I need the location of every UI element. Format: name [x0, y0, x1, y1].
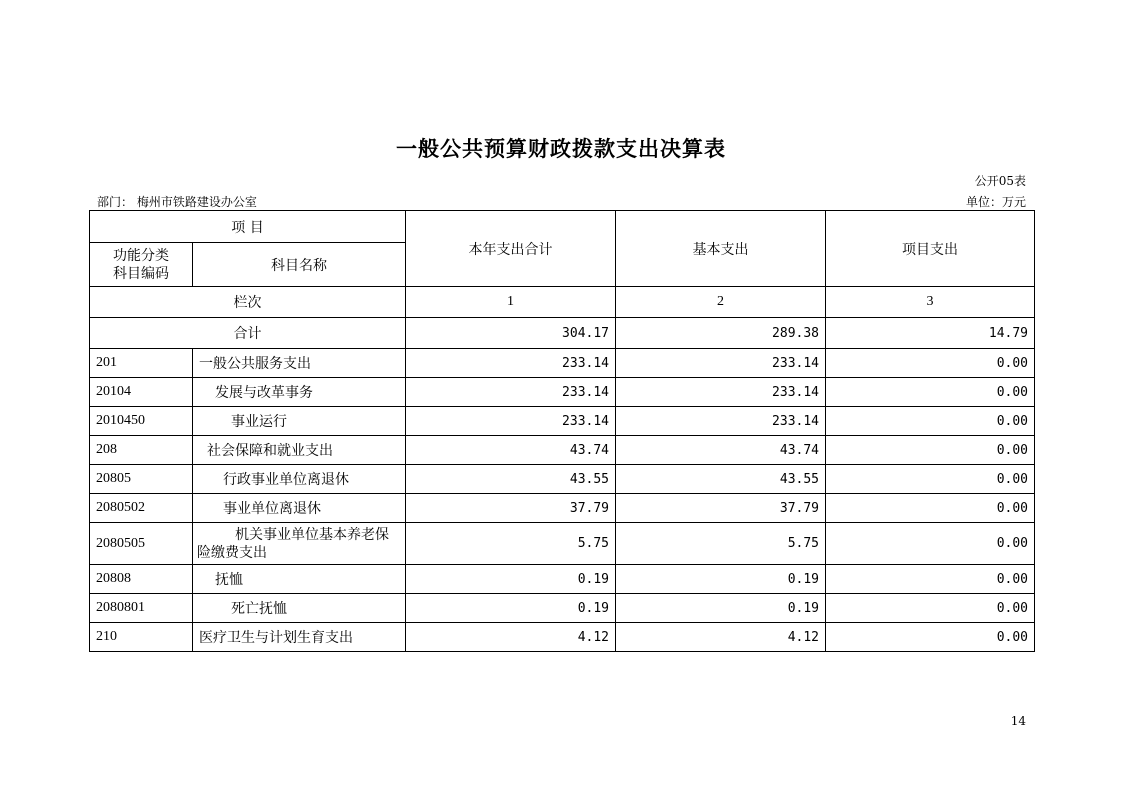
row-basic: 233.14	[616, 349, 826, 378]
page-number: 14	[1010, 714, 1026, 728]
row-total: 37.79	[406, 494, 616, 523]
unit-label: 单位：万元	[965, 195, 1026, 209]
row-name: 机关事业单位基本养老保险缴费支出	[193, 523, 406, 565]
row-name: 一般公共服务支出	[193, 349, 406, 378]
row-total: 5.75	[406, 523, 616, 565]
row-code: 2080502	[90, 494, 193, 523]
expenditure-table	[89, 210, 1035, 652]
row-project: 0.00	[826, 349, 1035, 378]
table-row	[90, 565, 1035, 594]
total-row-total: 304.17	[406, 318, 616, 349]
row-basic: 37.79	[616, 494, 826, 523]
header-project: 项 目	[90, 211, 406, 243]
header-func-code: 功能分类 科目编码	[90, 243, 193, 287]
row-code: 2080505	[90, 523, 193, 565]
row-code: 208	[90, 436, 193, 465]
row-code: 210	[90, 623, 193, 652]
row-total: 0.19	[406, 594, 616, 623]
table-row	[90, 494, 1035, 523]
row-total: 4.12	[406, 623, 616, 652]
row-project: 0.00	[826, 378, 1035, 407]
row-name: 抚恤	[193, 565, 406, 594]
row-project: 0.00	[826, 465, 1035, 494]
row-name: 发展与改革事务	[193, 378, 406, 407]
row-name: 医疗卫生与计划生育支出	[193, 623, 406, 652]
row-basic: 43.55	[616, 465, 826, 494]
row-basic: 0.19	[616, 594, 826, 623]
table-row	[90, 378, 1035, 407]
row-project: 0.00	[826, 436, 1035, 465]
column-index-2: 2	[616, 287, 826, 318]
row-code: 20104	[90, 378, 193, 407]
row-project: 0.00	[826, 565, 1035, 594]
row-total: 233.14	[406, 349, 616, 378]
row-project: 0.00	[826, 623, 1035, 652]
table-row	[90, 523, 1035, 565]
column-index-3: 3	[826, 287, 1035, 318]
table-row	[90, 407, 1035, 436]
header-total: 本年支出合计	[406, 211, 616, 287]
total-row-basic: 289.38	[616, 318, 826, 349]
total-row-label: 合计	[90, 318, 406, 349]
row-total: 43.55	[406, 465, 616, 494]
row-total: 43.74	[406, 436, 616, 465]
row-basic: 4.12	[616, 623, 826, 652]
page-title: 一般公共预算财政拨款支出决算表	[396, 136, 726, 161]
row-name: 事业运行	[193, 407, 406, 436]
row-project: 0.00	[826, 594, 1035, 623]
row-basic: 5.75	[616, 523, 826, 565]
table-row	[90, 436, 1035, 465]
row-name: 死亡抚恤	[193, 594, 406, 623]
header-project-expense: 项目支出	[826, 211, 1035, 287]
table-row	[90, 623, 1035, 652]
table-row	[90, 349, 1035, 378]
department-label: 部门： 梅州市铁路建设办公室	[97, 195, 257, 209]
row-project: 0.00	[826, 407, 1035, 436]
header-basic: 基本支出	[616, 211, 826, 287]
column-index-1: 1	[406, 287, 616, 318]
row-total: 233.14	[406, 378, 616, 407]
row-project: 0.00	[826, 523, 1035, 565]
row-basic: 233.14	[616, 407, 826, 436]
table-row	[90, 594, 1035, 623]
row-total: 233.14	[406, 407, 616, 436]
row-name: 事业单位离退休	[193, 494, 406, 523]
row-basic: 43.74	[616, 436, 826, 465]
row-code: 20805	[90, 465, 193, 494]
row-name: 社会保障和就业支出	[193, 436, 406, 465]
total-row-project: 14.79	[826, 318, 1035, 349]
row-total: 0.19	[406, 565, 616, 594]
row-code: 20808	[90, 565, 193, 594]
row-code: 2010450	[90, 407, 193, 436]
row-basic: 0.19	[616, 565, 826, 594]
row-basic: 233.14	[616, 378, 826, 407]
row-project: 0.00	[826, 494, 1035, 523]
header-subject-name: 科目名称	[193, 243, 406, 287]
column-index-label: 栏次	[90, 287, 406, 318]
form-number: 公开05表	[974, 174, 1026, 188]
table-row	[90, 465, 1035, 494]
row-code: 2080801	[90, 594, 193, 623]
row-code: 201	[90, 349, 193, 378]
row-name: 行政事业单位离退休	[193, 465, 406, 494]
